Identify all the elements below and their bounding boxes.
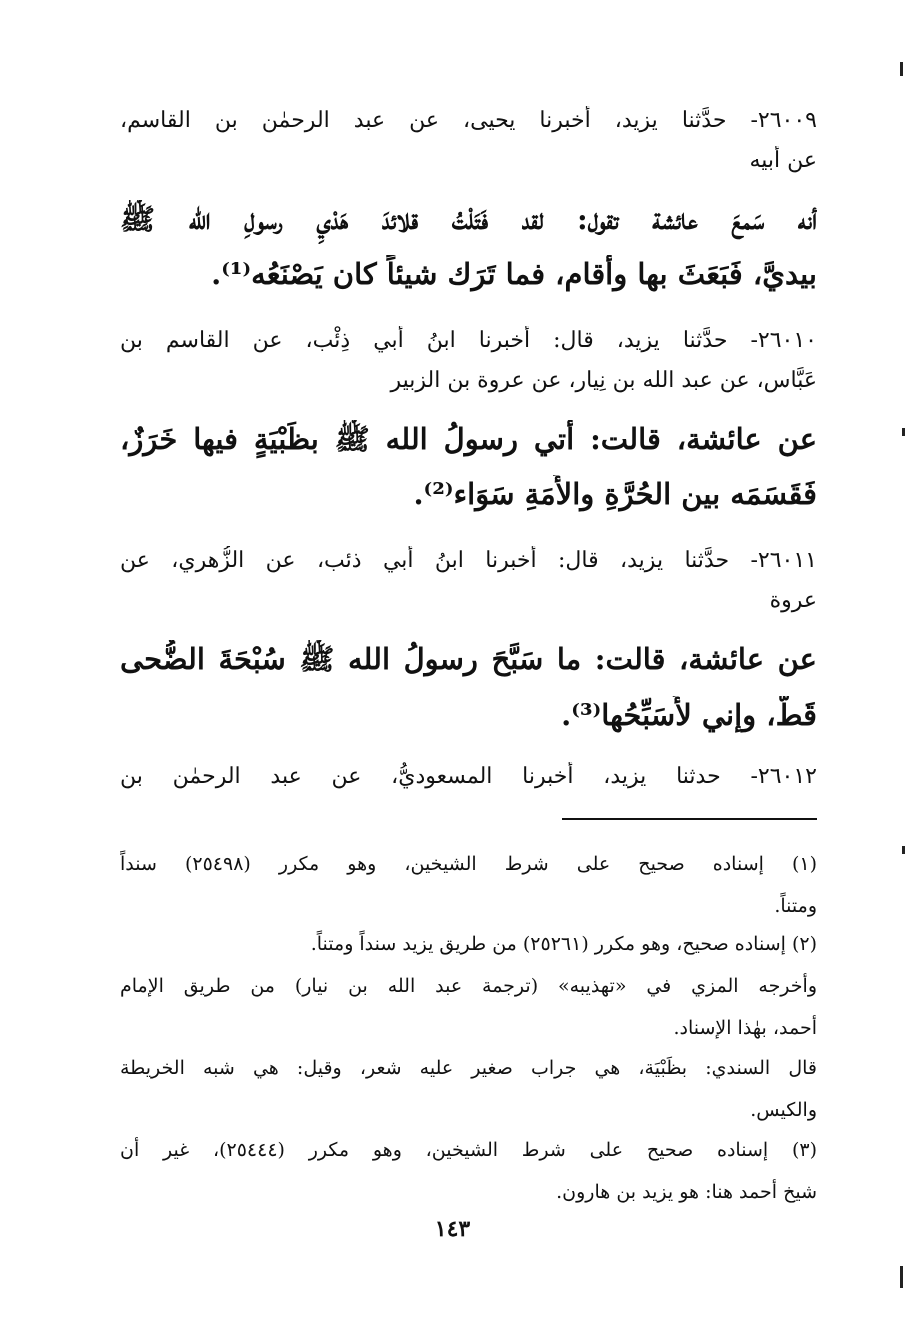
hadith-26009-chain-line-2: عن أبيه: [749, 148, 817, 173]
hadith-26012-chain-line-1: ٢٦٠١٢- حدثنا يزيد، أخبرنا المسعوديُّ، عن عبد الرحمٰن بن: [120, 764, 817, 789]
hadith-26011-chain-line-2: عروة: [769, 588, 817, 613]
footnote-2-line-2: وأخرجه المزي في «تهذيبه» (ترجمة عبد الله بن نيار) من طريق الإمام: [120, 975, 817, 997]
hadith-26010-chain-line-2: عَبَّاس، عن عبد الله بن نِيار، عن عروة بن الزبير: [390, 368, 817, 393]
page-number: ١٤٣: [434, 1216, 471, 1242]
footnote-2-line-1: (٢) إسناده صحيح، وهو مكرر (٢٥٢٦١) من طريق يزيد سنداً ومتناً.: [310, 933, 817, 955]
scan-edge-mark: [900, 1266, 903, 1288]
hadith-26011-chain-line-1: ٢٦٠١١- حدَّثنا يزيد، قال: أخبرنا ابنُ أبي ذئب، عن الزُّهري، عن: [120, 548, 817, 573]
scan-edge-mark: [900, 62, 903, 76]
hadith-26009-chain-line-1: ٢٦٠٠٩- حدَّثنا يزيد، أخبرنا يحيى، عن عبد الرحمٰن بن القاسم،: [120, 108, 817, 133]
footnote-2-line-5: والكيس.: [750, 1099, 817, 1121]
hadith-26011-matn-line-2: قَطُّ، وإني لأُسَبِّحُها⁽³⁾.: [561, 698, 817, 732]
footnote-1-line-1: (١) إسناده صحيح على شرط الشيخين، وهو مكرر (٢٥٤٩٨) سنداً: [120, 853, 817, 875]
footnote-separator: [562, 818, 817, 820]
footnote-1-line-2: ومتناً.: [774, 895, 817, 917]
footnote-2-line-3: أحمد، بهٰذا الإسناد.: [673, 1017, 817, 1039]
footnote-2-line-4: قال السندي: بظَبْيَة، هي جراب صغير عليه شعر، وقيل: هي شبه الخريطة: [120, 1057, 817, 1079]
footnote-3-line-1: (٣) إسناده صحيح على شرط الشيخين، وهو مكرر (٢٥٤٤٤)، غير أن: [120, 1139, 817, 1161]
hadith-26011-matn-line-1: عن عائشة، قالت: ما سَبَّحَ رسولُ الله ﷺ سُبْحَةَ الضُّحى: [120, 642, 817, 676]
hadith-26009-matn-line-1: أنه سَمعَ عائشة تقول: لقد فَتَلْتُ قلائدَ هَدْيِ رسولِ الله ﷺ: [120, 202, 817, 236]
hadith-26010-matn-line-2: فَقَسَمَه بين الحُرَّةِ والأَمَةِ سَوَاء⁽²⁾.: [413, 477, 817, 511]
footnote-3-line-2: شيخ أحمد هنا: هو يزيد بن هارون.: [556, 1181, 817, 1203]
hadith-26010-matn-line-1: عن عائشة، قالت: أُتي رسولُ الله ﷺ بظَبْيَةٍ فيها خَرَزٌ،: [120, 422, 817, 456]
hadith-26010-chain-line-1: ٢٦٠١٠- حدَّثنا يزيد، قال: أخبرنا ابنُ أبي ذِئْب، عن القاسم بن: [120, 328, 817, 353]
hadith-26009-matn-line-2: بيديَّ، فَبَعَثَ بها وأقام، فما تَرَك شيئاً كان يَصْنَعُه⁽¹⁾.: [211, 257, 817, 291]
